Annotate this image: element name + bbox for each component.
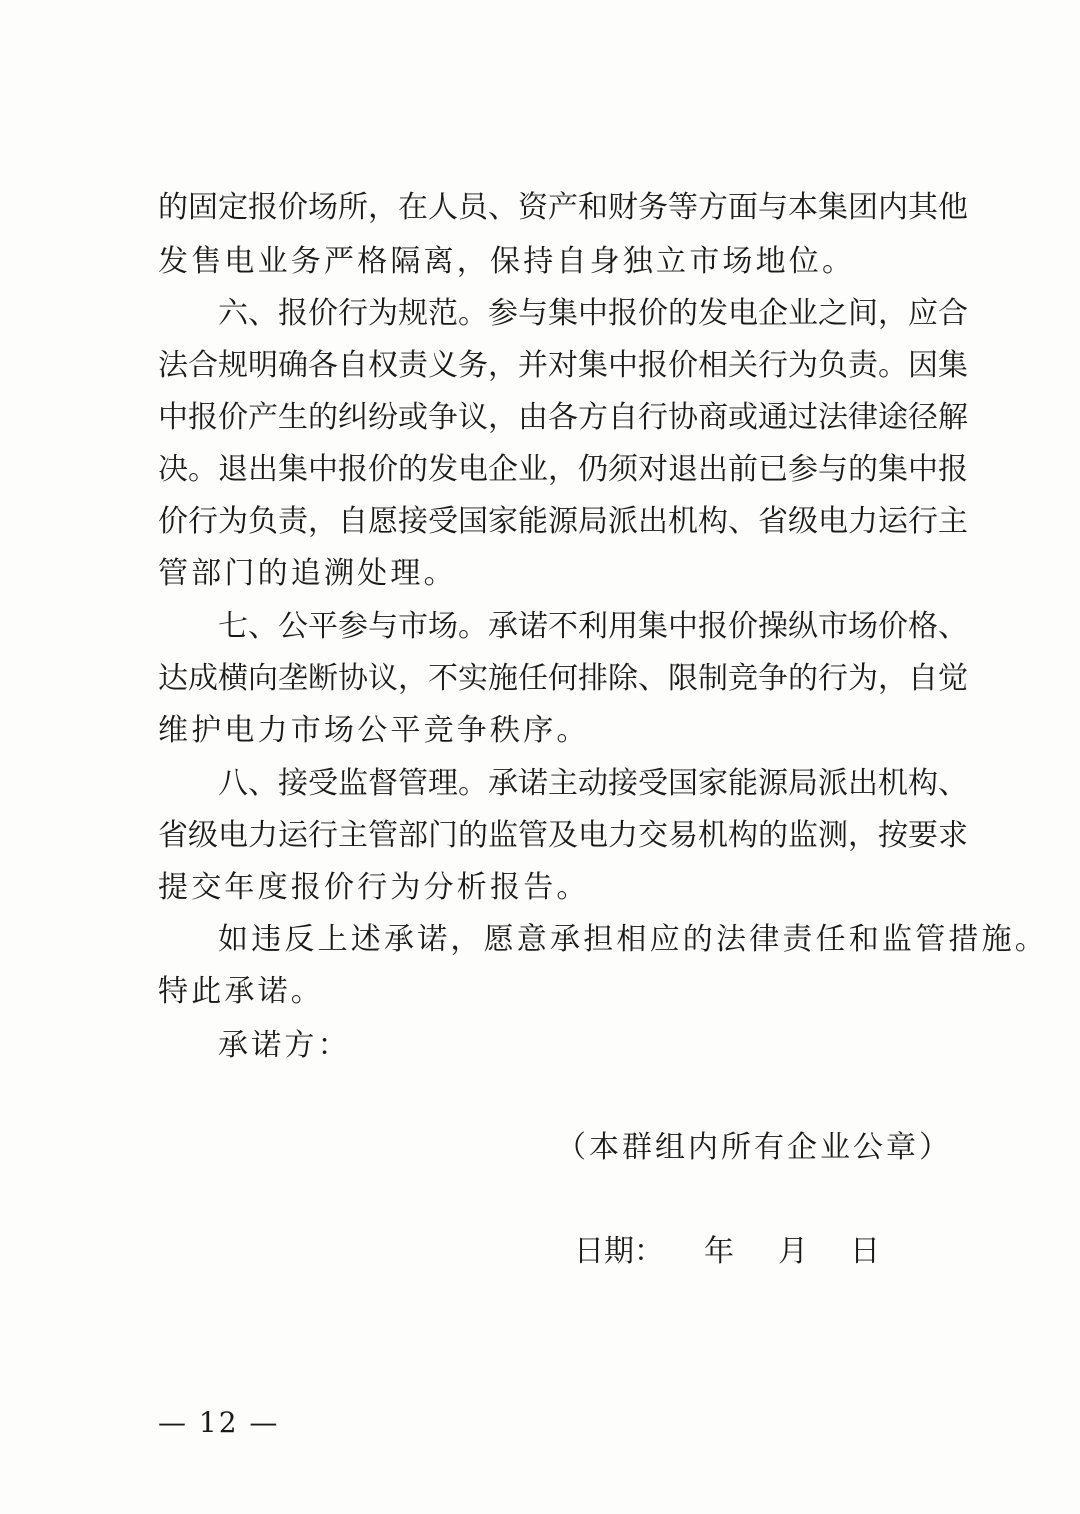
text-char: 议 xyxy=(368,661,398,696)
text-char: ， xyxy=(488,400,518,435)
text-char: 承 xyxy=(488,766,518,801)
text-char: 业 xyxy=(788,296,818,331)
text-char: 力 xyxy=(608,818,638,853)
text-char: 省 xyxy=(758,504,788,539)
text-char: 源 xyxy=(758,766,788,801)
text-char: 报 xyxy=(248,190,278,225)
text-char: 市 xyxy=(398,609,428,644)
text-char: 市 xyxy=(818,609,848,644)
promisor-label: 承诺方： xyxy=(218,1028,351,1063)
text-char: 行 xyxy=(638,400,668,435)
text-char: 集 xyxy=(638,609,668,644)
text-char: 中 xyxy=(308,452,338,487)
text-char: 出 xyxy=(248,452,278,487)
text-char: 价 xyxy=(728,609,758,644)
text-char: 垄 xyxy=(278,661,308,696)
text-char: 受 xyxy=(428,504,458,539)
date-year: 年 xyxy=(704,1234,734,1269)
text-char: 本 xyxy=(788,190,818,225)
text-char: 内 xyxy=(878,190,908,225)
text-char: 法 xyxy=(158,348,188,383)
text-char: 决 xyxy=(158,452,188,487)
text-char: 务 xyxy=(458,348,488,383)
text-char: 自 xyxy=(338,348,368,383)
text-char: 争 xyxy=(758,661,788,696)
text-char: 责 xyxy=(278,504,308,539)
text-char: 退 xyxy=(218,452,248,487)
text-char: 动 xyxy=(578,766,608,801)
text-char: 机 xyxy=(878,766,908,801)
text-char: 方 xyxy=(698,190,728,225)
text-char: 并 xyxy=(518,348,548,383)
text-char: 、 xyxy=(728,504,758,539)
text-char: 和 xyxy=(578,190,608,225)
text-char: 权 xyxy=(368,348,398,383)
text-char: 业 xyxy=(518,452,548,487)
text-char: 对 xyxy=(638,452,668,487)
text-char: 各 xyxy=(308,348,338,383)
section-7-line-3: 维护电力市场公平竞争秩序。 xyxy=(158,713,590,748)
text-char: 与 xyxy=(518,296,548,331)
text-char: 明 xyxy=(248,348,278,383)
text-char: 争 xyxy=(428,400,458,435)
text-char: 、 xyxy=(938,766,968,801)
text-char: 实 xyxy=(458,661,488,696)
body-line-2: 发售电业务严格隔离，保持自身独立市场地位。 xyxy=(158,244,856,279)
text-char: 团 xyxy=(848,190,878,225)
text-char: 中 xyxy=(608,348,638,383)
text-char: 与 xyxy=(818,452,848,487)
text-char: ， xyxy=(368,190,398,225)
text-char: 协 xyxy=(668,400,698,435)
text-char: 机 xyxy=(698,818,728,853)
text-char: 构 xyxy=(698,504,728,539)
text-char: 操 xyxy=(758,609,788,644)
text-char: 构 xyxy=(728,818,758,853)
text-char: 家 xyxy=(698,766,728,801)
text-char: 报 xyxy=(188,400,218,435)
text-char: 受 xyxy=(638,766,668,801)
text-char: 法 xyxy=(818,400,848,435)
text-char: 律 xyxy=(848,400,878,435)
section-6-line-4 xyxy=(158,443,968,497)
text-char: 各 xyxy=(548,400,578,435)
text-char: 纷 xyxy=(368,400,398,435)
section-8-heading-line xyxy=(218,757,968,811)
section-6-line-5 xyxy=(158,495,968,549)
text-char: 的 xyxy=(668,296,698,331)
text-char: 家 xyxy=(488,504,518,539)
text-char: 议 xyxy=(458,400,488,435)
text-char: 方 xyxy=(578,400,608,435)
text-char: 、 xyxy=(938,609,968,644)
text-char: 生 xyxy=(278,400,308,435)
text-char: 除 xyxy=(608,661,638,696)
text-char: 行 xyxy=(338,296,368,331)
text-char: 的 xyxy=(458,818,488,853)
text-char: 的 xyxy=(398,452,428,487)
text-char: 达 xyxy=(158,661,188,696)
text-char: 平 xyxy=(308,609,338,644)
text-char: 任 xyxy=(518,661,548,696)
text-char: 向 xyxy=(248,661,278,696)
text-char: 确 xyxy=(278,348,308,383)
text-char: 出 xyxy=(698,452,728,487)
text-char: 价 xyxy=(308,296,338,331)
text-char: 自 xyxy=(338,504,368,539)
text-char: 参 xyxy=(488,296,518,331)
text-char: 八 xyxy=(218,766,248,801)
text-char: 或 xyxy=(398,400,428,435)
text-char: 在 xyxy=(398,190,428,225)
text-char: 局 xyxy=(788,766,818,801)
text-char: 负 xyxy=(248,504,278,539)
text-char: ， xyxy=(308,504,338,539)
text-char: ， xyxy=(548,452,578,487)
text-char: 易 xyxy=(668,818,698,853)
text-char: 派 xyxy=(818,766,848,801)
text-char: 之 xyxy=(818,296,848,331)
text-char: 须 xyxy=(608,452,638,487)
text-char: 何 xyxy=(548,661,578,696)
text-char: 中 xyxy=(158,400,188,435)
text-char: 断 xyxy=(308,661,338,696)
text-char: 电 xyxy=(218,818,248,853)
text-char: 自 xyxy=(608,400,638,435)
text-char: 协 xyxy=(338,661,368,696)
text-char: 的 xyxy=(788,661,818,696)
text-char: 集 xyxy=(878,452,908,487)
text-char: 关 xyxy=(728,348,758,383)
text-char: 固 xyxy=(188,190,218,225)
text-char: 、 xyxy=(488,190,518,225)
text-char: 派 xyxy=(608,504,638,539)
text-char: 场 xyxy=(848,609,878,644)
text-char: 为 xyxy=(788,348,818,383)
text-char: 责 xyxy=(398,348,428,383)
text-char: 级 xyxy=(788,504,818,539)
text-char: 主 xyxy=(548,766,578,801)
text-char: 价 xyxy=(878,609,908,644)
text-char: 愿 xyxy=(368,504,398,539)
text-char: 、 xyxy=(638,661,668,696)
text-char: 价 xyxy=(368,452,398,487)
text-char: 接 xyxy=(398,504,428,539)
text-char: 财 xyxy=(608,190,638,225)
text-char: 负 xyxy=(818,348,848,383)
text-char: 范 xyxy=(428,296,458,331)
text-char: 构 xyxy=(908,766,938,801)
text-char: 的 xyxy=(758,818,788,853)
text-char: 求 xyxy=(938,818,968,853)
text-char: 觉 xyxy=(938,661,968,696)
text-char: 的 xyxy=(308,400,338,435)
text-char: 中 xyxy=(668,609,698,644)
text-char: 场 xyxy=(308,190,338,225)
text-char: 接 xyxy=(608,766,638,801)
text-char: 纠 xyxy=(338,400,368,435)
text-char: 横 xyxy=(218,661,248,696)
text-char: 管 xyxy=(518,818,548,853)
text-char: 省 xyxy=(158,818,188,853)
text-char: 不 xyxy=(548,609,578,644)
text-char: 企 xyxy=(758,296,788,331)
text-char: 报 xyxy=(698,609,728,644)
text-char: 产 xyxy=(248,400,278,435)
text-char: 利 xyxy=(578,609,608,644)
text-char: 所 xyxy=(338,190,368,225)
text-char: 面 xyxy=(728,190,758,225)
text-char: 行 xyxy=(908,504,938,539)
text-char: 产 xyxy=(548,190,578,225)
text-char: 门 xyxy=(428,818,458,853)
text-char: 自 xyxy=(908,661,938,696)
text-char: 管 xyxy=(368,818,398,853)
text-char: 电 xyxy=(728,296,758,331)
closing-statement: 如违反上述承诺，愿意承担相应的法律责任和监管措施。 xyxy=(218,922,1048,957)
text-char: 接 xyxy=(278,766,308,801)
text-char: 出 xyxy=(848,766,878,801)
text-char: 价 xyxy=(638,296,668,331)
text-char: 运 xyxy=(278,818,308,853)
page-number: — 12 — xyxy=(158,1406,280,1439)
text-char: 集 xyxy=(818,190,848,225)
text-char: 商 xyxy=(698,400,728,435)
text-char: 间 xyxy=(848,296,878,331)
text-char: 。 xyxy=(458,609,488,644)
text-char: 及 xyxy=(548,818,578,853)
text-char: 力 xyxy=(248,818,278,853)
text-char: 合 xyxy=(188,348,218,383)
text-char: ， xyxy=(848,818,878,853)
text-char: 对 xyxy=(548,348,578,383)
text-char: 径 xyxy=(908,400,938,435)
text-char: 价 xyxy=(278,190,308,225)
text-char: 运 xyxy=(878,504,908,539)
text-char: 集 xyxy=(578,348,608,383)
text-char: 主 xyxy=(338,818,368,853)
text-char: 测 xyxy=(818,818,848,853)
text-char: 行 xyxy=(758,348,788,383)
text-char: 资 xyxy=(518,190,548,225)
text-char: 他 xyxy=(938,190,968,225)
text-char: 六 xyxy=(218,296,248,331)
text-char: 行 xyxy=(818,661,848,696)
text-char: 中 xyxy=(578,296,608,331)
text-char: 施 xyxy=(488,661,518,696)
text-char: 能 xyxy=(728,766,758,801)
text-char: 。 xyxy=(458,296,488,331)
body-line-1 xyxy=(158,181,968,235)
text-char: ， xyxy=(398,661,428,696)
text-char: 制 xyxy=(698,661,728,696)
section-6-line-3 xyxy=(158,391,968,445)
text-char: 监 xyxy=(338,766,368,801)
text-char: 解 xyxy=(938,400,968,435)
text-char: 发 xyxy=(698,296,728,331)
section-6-heading-line xyxy=(218,287,968,341)
text-char: 集 xyxy=(938,348,968,383)
text-char: 价 xyxy=(668,348,698,383)
text-char: 出 xyxy=(638,504,668,539)
text-char: 与 xyxy=(368,609,398,644)
date-month: 月 xyxy=(778,1234,808,1269)
text-char: 退 xyxy=(668,452,698,487)
text-char: 按 xyxy=(878,818,908,853)
text-char: 报 xyxy=(638,348,668,383)
text-char: 应 xyxy=(908,296,938,331)
text-char: 的 xyxy=(848,452,878,487)
text-char: ， xyxy=(878,661,908,696)
text-char: 定 xyxy=(218,190,248,225)
text-char: 参 xyxy=(788,452,818,487)
text-char: 。 xyxy=(458,766,488,801)
text-char: 的 xyxy=(158,190,188,225)
text-char: 诺 xyxy=(518,766,548,801)
text-char: 途 xyxy=(878,400,908,435)
text-char: 要 xyxy=(908,818,938,853)
text-char: 限 xyxy=(668,661,698,696)
text-char: 。 xyxy=(188,452,218,487)
text-char: 能 xyxy=(518,504,548,539)
text-char: 等 xyxy=(668,190,698,225)
text-char: ， xyxy=(488,348,518,383)
date-label: 日期： xyxy=(574,1234,664,1269)
text-char: 七 xyxy=(218,609,248,644)
text-char: 、 xyxy=(248,766,278,801)
text-char: 与 xyxy=(758,190,788,225)
text-char: 为 xyxy=(218,504,248,539)
text-char: 行 xyxy=(308,818,338,853)
text-char: 源 xyxy=(548,504,578,539)
text-char: 中 xyxy=(908,452,938,487)
text-char: 报 xyxy=(338,452,368,487)
text-char: 报 xyxy=(278,296,308,331)
text-char: 报 xyxy=(608,296,638,331)
text-char: 不 xyxy=(428,661,458,696)
text-char: 电 xyxy=(578,818,608,853)
closing-declaration: 特此承诺。 xyxy=(158,974,324,1009)
text-char: 监 xyxy=(788,818,818,853)
text-char: 为 xyxy=(368,296,398,331)
text-char: 前 xyxy=(728,452,758,487)
text-char: 规 xyxy=(218,348,248,383)
text-char: 督 xyxy=(368,766,398,801)
text-char: 因 xyxy=(908,348,938,383)
section-8-line-2 xyxy=(158,809,968,863)
text-char: 过 xyxy=(788,400,818,435)
text-char: 竞 xyxy=(728,661,758,696)
text-char: 场 xyxy=(428,609,458,644)
text-char: 合 xyxy=(938,296,968,331)
text-char: 公 xyxy=(278,609,308,644)
text-char: 管 xyxy=(398,766,428,801)
text-char: 国 xyxy=(668,766,698,801)
text-char: 集 xyxy=(278,452,308,487)
seal-note: （本群组内所有企业公章） xyxy=(556,1130,952,1165)
text-char: 责 xyxy=(848,348,878,383)
text-char: 、 xyxy=(248,609,278,644)
text-char: 行 xyxy=(188,504,218,539)
text-char: 受 xyxy=(308,766,338,801)
text-char: 部 xyxy=(398,818,428,853)
text-char: 发 xyxy=(428,452,458,487)
text-char: 其 xyxy=(908,190,938,225)
text-char: 力 xyxy=(848,504,878,539)
section-8-line-3: 提交年度报价行为分析报告。 xyxy=(158,870,590,905)
text-char: 企 xyxy=(488,452,518,487)
text-char: 由 xyxy=(518,400,548,435)
section-7-heading-line xyxy=(218,600,968,654)
text-char: 电 xyxy=(458,452,488,487)
text-char: 机 xyxy=(668,504,698,539)
text-char: 主 xyxy=(938,504,968,539)
text-char: 仍 xyxy=(578,452,608,487)
text-char: 或 xyxy=(728,400,758,435)
text-char: 局 xyxy=(578,504,608,539)
section-6-line-2 xyxy=(158,339,968,393)
text-char: 务 xyxy=(638,190,668,225)
text-char: 。 xyxy=(878,348,908,383)
text-char: ， xyxy=(878,296,908,331)
text-char: 集 xyxy=(548,296,578,331)
text-char: 报 xyxy=(938,452,968,487)
text-char: 交 xyxy=(638,818,668,853)
text-char: 已 xyxy=(758,452,788,487)
text-char: 监 xyxy=(488,818,518,853)
text-char: 国 xyxy=(458,504,488,539)
section-7-line-2 xyxy=(158,652,968,706)
text-char: 、 xyxy=(248,296,278,331)
section-6-line-6: 管部门的追溯处理。 xyxy=(158,556,457,591)
text-char: 规 xyxy=(398,296,428,331)
text-char: 价 xyxy=(158,504,188,539)
text-char: 用 xyxy=(608,609,638,644)
text-char: 义 xyxy=(428,348,458,383)
text-char: 人 xyxy=(428,190,458,225)
text-char: 参 xyxy=(338,609,368,644)
date-day: 日 xyxy=(850,1234,880,1269)
text-char: 诺 xyxy=(518,609,548,644)
text-char: 通 xyxy=(758,400,788,435)
text-char: 员 xyxy=(458,190,488,225)
text-char: 格 xyxy=(908,609,938,644)
text-char: 排 xyxy=(578,661,608,696)
text-char: 价 xyxy=(218,400,248,435)
text-char: 纵 xyxy=(788,609,818,644)
text-char: 级 xyxy=(188,818,218,853)
text-char: 成 xyxy=(188,661,218,696)
text-char: 相 xyxy=(698,348,728,383)
text-char: 为 xyxy=(848,661,878,696)
text-char: 电 xyxy=(818,504,848,539)
text-char: 承 xyxy=(488,609,518,644)
text-char: 理 xyxy=(428,766,458,801)
